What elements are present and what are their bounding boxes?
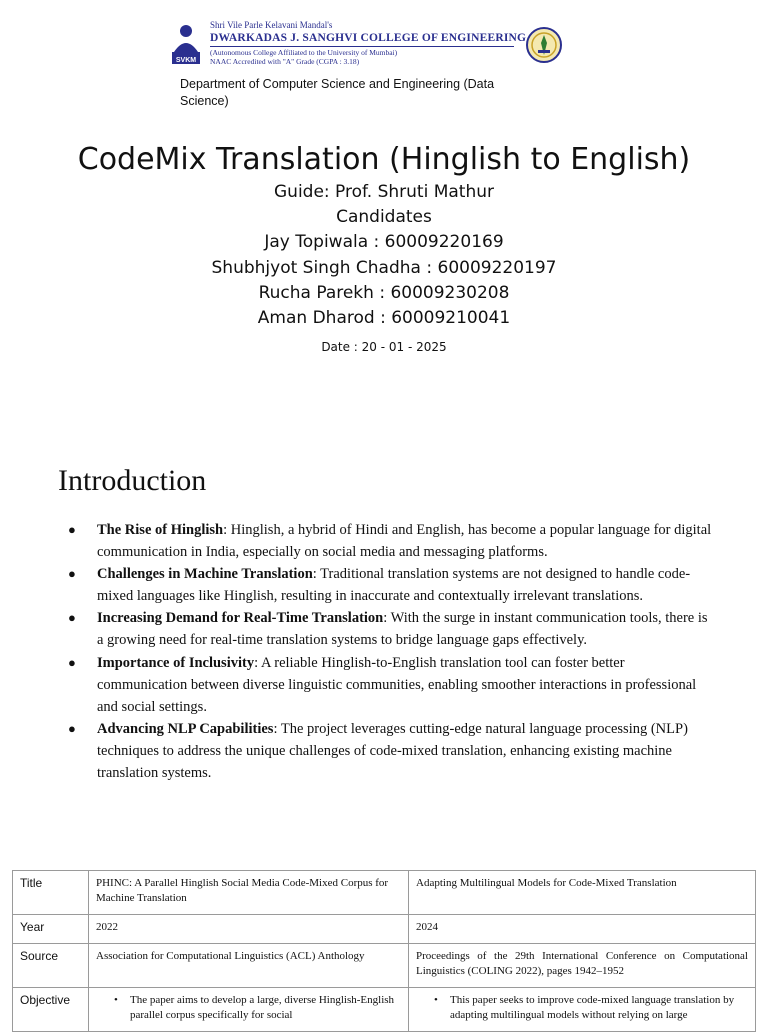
introduction-heading: Introduction — [58, 464, 207, 497]
row-label: Year — [13, 915, 89, 944]
candidate-line: Shubhjyot Singh Chadha : 60009220197 — [211, 257, 557, 278]
society-name: Shri Vile Parle Kelavani Mandal's — [210, 20, 333, 30]
candidate-line: Jay Topiwala : 60009220169 — [264, 232, 504, 253]
bullet-text: : A reliable Hinglish-to-English translation tool can foster better communication between diverse linguistic communities, enabling smoother interactions in professional and social settings. — [97, 654, 697, 715]
introduction-list — [66, 519, 716, 784]
college-name: DWARKADAS J. SANGHVI COLLEGE OF ENGINEERING — [210, 32, 527, 44]
objective-list — [96, 993, 401, 1023]
list-item — [66, 652, 716, 718]
title-block — [0, 140, 768, 357]
objective-list — [416, 993, 748, 1023]
bullet-icon: ● — [68, 522, 76, 537]
table-row — [13, 871, 756, 915]
row-label: Source — [13, 944, 89, 988]
list-item — [66, 607, 716, 651]
literature-table — [12, 870, 756, 1032]
row-label: Title — [13, 871, 89, 915]
list-item: • The paper aims to develop a large, diverse Hinglish-English parallel corpus specifically for social — [114, 993, 401, 1023]
table-cell: 2024 — [409, 915, 756, 944]
bullet-icon: ● — [68, 610, 76, 626]
table-cell: Proceedings of the 29th International Conference on Computational Linguistics (COLING 2022), pages 1942–1952 — [409, 944, 756, 988]
bullet-title: Increasing Demand for Real-Time Translation — [97, 610, 384, 627]
header-rule — [210, 46, 514, 47]
svg-text:SVKM: SVKM — [175, 57, 197, 64]
college-crest-icon — [524, 24, 564, 66]
bullet-title: Importance of Inclusivity — [97, 654, 255, 671]
table-row — [13, 944, 756, 988]
candidate-line: Aman Dharod : 60009210041 — [257, 308, 511, 329]
table-row — [13, 915, 756, 944]
list-item — [66, 519, 716, 563]
bullet-title: Challenges in Machine Translation — [97, 566, 313, 583]
list-item — [66, 718, 716, 784]
table-row — [13, 988, 756, 1032]
candidates-label: Candidates — [336, 207, 432, 228]
bullet-title: The Rise of Hinglish — [97, 522, 224, 538]
bullet-title: Advancing NLP Capabilities — [97, 720, 274, 737]
table-cell: 2022 — [89, 915, 409, 944]
candidate-line: Rucha Parekh : 60009230208 — [258, 282, 510, 303]
row-label: Objective — [13, 988, 89, 1032]
table-cell — [409, 988, 756, 1032]
department-name: Department of Computer Science and Engineering (Data Science) — [180, 77, 495, 108]
bullet-text: : Hinglish, a hybrid of Hindi and English, has become a popular language for digital communication in India, especially on social media and messaging platforms. — [97, 522, 712, 561]
bullet-text: : Traditional translation systems are not designed to handle code-mixed languages like Hinglish, resulting in inaccurate and contextually irrelevant translations. — [97, 566, 691, 605]
date-line: Date : 20 - 01 - 2025 — [321, 340, 447, 355]
svkm-logo-icon — [168, 22, 204, 66]
table-cell: Association for Computational Linguistics (ACL) Anthology — [89, 944, 409, 988]
bullet-icon: ● — [68, 720, 76, 736]
affiliation-text: (Autonomous College Affiliated to the University of Mumbai) — [210, 48, 398, 57]
table-cell: PHINC: A Parallel Hinglish Social Media Code-Mixed Corpus for Machine Translation — [89, 871, 409, 915]
college-name-block — [210, 20, 526, 66]
bullet-icon: ● — [68, 566, 76, 582]
accreditation-text: NAAC Accredited with "A" Grade (CGPA : 3.18) — [210, 57, 360, 66]
bullet-text: : The project leverages cutting-edge natural language processing (NLP) techniques to address the unique challenges of code-mixed translation, enhancing existing machine translation systems. — [97, 720, 688, 782]
college-header — [168, 18, 568, 70]
page-title: CodeMix Translation (Hinglish to English) — [77, 142, 691, 177]
bullet-text: : With the surge in instant communication tools, there is a growing need for real-time translation systems to bridge language gaps effectively. — [97, 610, 708, 649]
guide-line: Guide: Prof. Shruti Mathur — [274, 182, 494, 202]
table-cell — [89, 988, 409, 1032]
list-item: • This paper seeks to improve code-mixed language translation by adapting multilingual models without relying on large — [434, 993, 748, 1023]
table-cell: Adapting Multilingual Models for Code-Mixed Translation — [409, 871, 756, 915]
list-item — [66, 563, 716, 607]
bullet-icon: ● — [68, 654, 76, 670]
